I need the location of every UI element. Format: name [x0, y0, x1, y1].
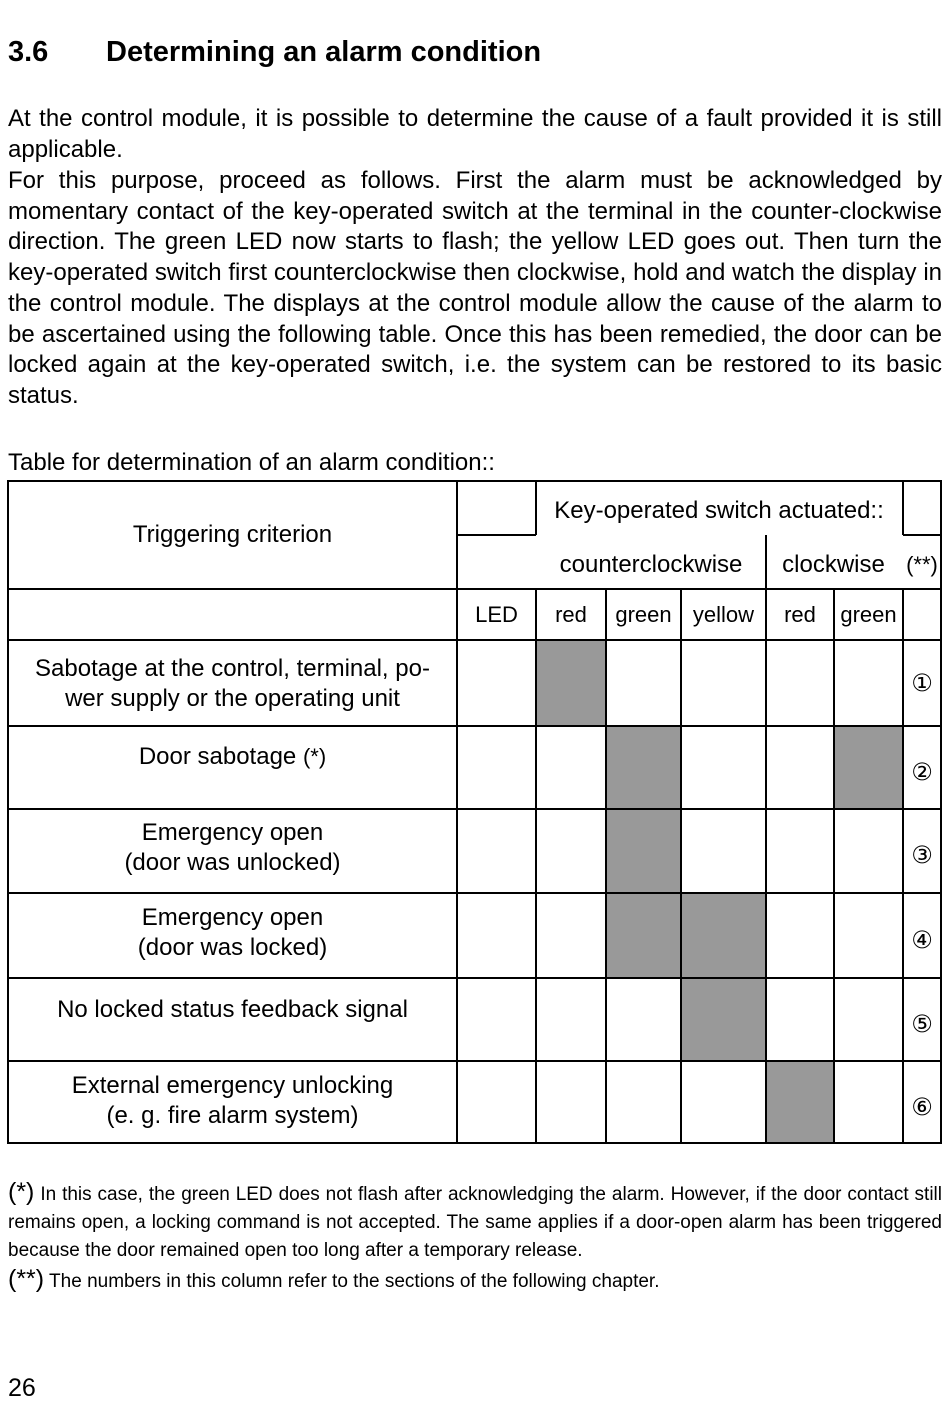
row-reference: ⑥: [911, 1094, 933, 1121]
header-counterclockwise: counterclockwise: [559, 551, 743, 578]
led-indicator-cell: [536, 640, 606, 726]
led-indicator-cell: [834, 726, 903, 809]
section-title: Determining an alarm condition: [106, 36, 542, 68]
section-number: 3.6: [8, 36, 49, 68]
row-criterion: [8, 818, 457, 888]
led-indicator-cell: [681, 893, 766, 978]
header-reference: (**): [906, 552, 938, 577]
row-criterion: [8, 903, 457, 973]
header-clockwise: clockwise: [782, 551, 885, 578]
row-criterion: [8, 1071, 457, 1141]
led-indicator-cell: [606, 726, 681, 809]
criterion-line-1: Emergency open: [141, 904, 324, 931]
row-reference: ①: [911, 670, 933, 697]
led-ccw-yellow: yellow: [692, 601, 755, 627]
led-indicator-cell: [606, 893, 681, 978]
criterion-line-1: Door sabotage: [138, 743, 297, 770]
footnote-double-asterisk: [8, 1265, 942, 1296]
led-ccw-red: red: [555, 601, 587, 627]
criterion-line-2: (e. g. fire alarm system): [106, 1102, 359, 1129]
footnote-mark: (*): [8, 1178, 35, 1206]
row-criterion: [8, 988, 457, 1032]
led-indicator-cell: [681, 978, 766, 1061]
criterion-line-1: External emergency unlocking: [71, 1072, 394, 1099]
header-key-switch-actuated: Key-operated switch actuated::: [554, 497, 884, 524]
led-indicator-cell: [766, 1061, 834, 1143]
criterion-line-1: Sabotage at the control, terminal, po-: [35, 655, 430, 682]
header-triggering-criterion: Triggering criterion: [132, 521, 333, 548]
led-cw-red: red: [784, 601, 816, 627]
criterion-line-2: (door was locked): [137, 934, 328, 961]
led-cw-green: green: [840, 601, 897, 627]
shaded-cells: [536, 640, 903, 1143]
criterion-line-1: No locked status feedback signal: [57, 996, 408, 1023]
criterion-line-2: wer supply or the operating unit: [65, 685, 400, 712]
row-reference: ②: [911, 759, 933, 786]
footnote-text: The numbers in this column refer to the sections of the following chapter.: [49, 1271, 660, 1292]
row-reference: ④: [911, 927, 933, 954]
row-reference: ③: [911, 842, 933, 869]
criterion-line-1: Emergency open: [141, 819, 324, 846]
row-criterion: [8, 642, 457, 726]
led-indicator-cell: [606, 809, 681, 893]
footnote-mark: (**): [8, 1265, 45, 1293]
criterion-footnote-mark: (*): [302, 744, 327, 769]
led-label: LED: [475, 601, 518, 627]
footnote-single-asterisk: [8, 1178, 942, 1265]
intro-paragraph: At the control module, it is possible to determine the cause of a fault provided it is still applicable.: [8, 105, 942, 163]
procedure-paragraph: For this purpose, proceed as follows. First the alarm must be acknowledged by momentary contact of the key-operated switch at the terminal in the counter-clockwise direction. The green LED now starts to flash; the yellow LED goes out. Then turn the key-operated switch first counterclockwise then clockwise, hold and watch the display in the control module. The displays at the control module allow the cause of the alarm to be ascertained using the following table. Once this has been remedied, the door can be locked again at the key-operated switch, i.e. the system can be restored to its basic status.: [8, 167, 942, 409]
criterion-line-2: (door was unlocked): [124, 849, 341, 876]
row-reference: ⑤: [911, 1011, 933, 1038]
page-number: 26: [8, 1374, 36, 1402]
table-caption: Table for determination of an alarm condition::: [8, 449, 495, 476]
row-criterion: [8, 735, 457, 779]
footnote-text: In this case, the green LED does not flash after acknowledging the alarm. However, if the door contact still remains open, a locking command is not accepted. The same applies if a door-open alarm has been triggered because the door remained open too long after a temporary release.: [8, 1184, 942, 1261]
led-ccw-green: green: [615, 601, 672, 627]
